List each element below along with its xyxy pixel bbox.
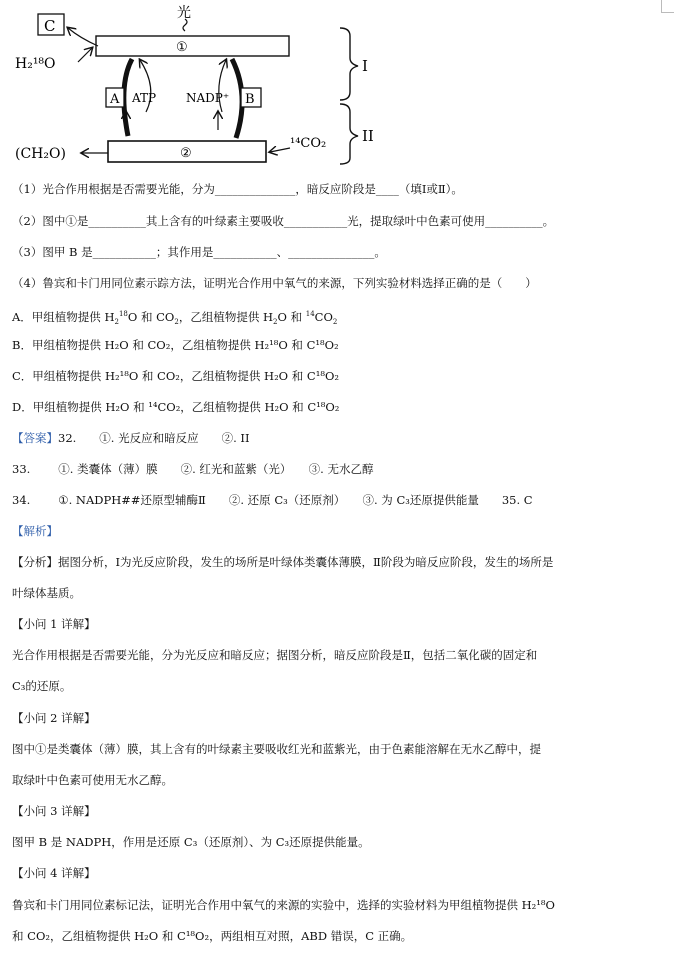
brace-phase-ii [340, 104, 358, 164]
phase-i-label: I [362, 57, 368, 75]
q4-heading: 【小问 4 详解】 [12, 866, 96, 880]
q4-line-b: 和 CO₂，乙组植物提供 H₂O 和 C¹⁸O₂，两组相互对照，ABD 错误，C 正确。 [12, 929, 413, 943]
co2-label: ¹⁴CO₂ [290, 136, 327, 151]
water-label: H₂¹⁸O [15, 56, 56, 72]
analysis-label: 【解析】 [12, 524, 58, 538]
question-4: （4）鲁宾和卡门用同位素示踪方法，证明光合作用中氧气的来源，下列实验材料选择正确的是（ ） [12, 276, 537, 290]
atp-label: ATP [132, 91, 157, 105]
water-arrow [78, 48, 92, 62]
oxygen-to-c-arrow [68, 28, 98, 46]
box-a-label: A [110, 92, 120, 107]
option-c: C．甲组植物提供 H₂¹⁸O 和 CO₂，乙组植物提供 H₂O 和 C¹⁸O₂ [12, 369, 339, 383]
answer-line-1: 【答案】32. ①. 光反应和暗反应 ②. II [12, 431, 250, 445]
q1-line-b: C₃的还原。 [12, 679, 72, 693]
q2-line-a: 图中①是类囊体（薄）膜，其上含有的叶绿素主要吸收红光和蓝紫光，由于色素能溶解在无水乙醇中，提 [12, 742, 541, 756]
question-1: （1）光合作用根据是否需要光能，分为______________，暗反应阶段是____（填Ⅰ或Ⅱ）。 [12, 182, 463, 196]
option-b: B．甲组植物提供 H₂O 和 CO₂，乙组植物提供 H₂¹⁸O 和 C¹⁸O₂ [12, 338, 339, 352]
option-d: D．甲组植物提供 H₂O 和 ¹⁴CO₂，乙组植物提供 H₂O 和 C¹⁸O₂ [12, 400, 340, 414]
label-c: C [44, 17, 56, 35]
photosynthesis-diagram [0, 0, 400, 172]
analysis-p1a: 【分析】据图分析，Ⅰ为光反应阶段，发生的场所是叶绿体类囊体薄膜，Ⅱ阶段为暗反应阶段，发生的场所是 [12, 555, 554, 569]
q1-line-a: 光合作用根据是否需要光能，分为光反应和暗反应；据图分析，暗反应阶段是Ⅱ，包括二氧化碳的固定和 [12, 648, 538, 662]
answer-line-2: 33. ①. 类囊体（薄）膜 ②. 红光和蓝紫（光） ③. 无水乙醇 [12, 462, 374, 476]
option-a: A．甲组植物提供 $H_2^{18}O$ 和 $CO_2$，乙组植物提供 $H_2O$ 和 $^{14}CO_2$ [12, 309, 338, 327]
product-label: (CH₂O) [15, 146, 66, 162]
co2-arrow [270, 148, 290, 152]
page-corner-mark [661, 0, 674, 13]
q3-heading: 【小问 3 详解】 [12, 804, 96, 818]
q2-heading: 【小问 2 详解】 [12, 711, 96, 725]
answer-line-3: 34. ①. NADPH##还原型辅酶Ⅱ ②. 还原 C₃（还原剂） ③. 为 C₃还原提供能量 35. C [12, 493, 533, 507]
phase-ii-label: II [362, 127, 374, 145]
question-3: （3）图甲 B 是___________；其作用是___________、_______________。 [12, 245, 386, 259]
analysis-p1b: 叶绿体基质。 [12, 586, 81, 600]
q2-line-b: 取绿叶中色素可使用无水乙醇。 [12, 773, 173, 787]
light-label: 光 [177, 5, 191, 21]
stage1-box [96, 36, 289, 56]
stage2-marker: ② [180, 146, 192, 161]
stage1-marker: ① [176, 40, 188, 55]
brace-phase-i [340, 28, 358, 100]
question-2: （2）图中①是__________其上含有的叶绿素主要吸收___________光，提取绿叶中色素可使用__________。 [12, 214, 555, 228]
q4-line-a: 鲁宾和卡门用同位素标记法，证明光合作用中氧气的来源的实验中，选择的实验材料为甲组植物提供 H₂¹⁸O [12, 898, 555, 912]
q1-heading: 【小问 1 详解】 [12, 617, 96, 631]
answer-label: 【答案】 [12, 431, 58, 445]
nadp-label: NADP⁺ [186, 91, 230, 105]
box-b-label: B [245, 92, 255, 107]
q3-line-a: 图甲 B 是 NADPH，作用是还原 C₃（还原剂）、为 C₃还原提供能量。 [12, 835, 370, 849]
atp-cycle-thick [124, 59, 132, 136]
